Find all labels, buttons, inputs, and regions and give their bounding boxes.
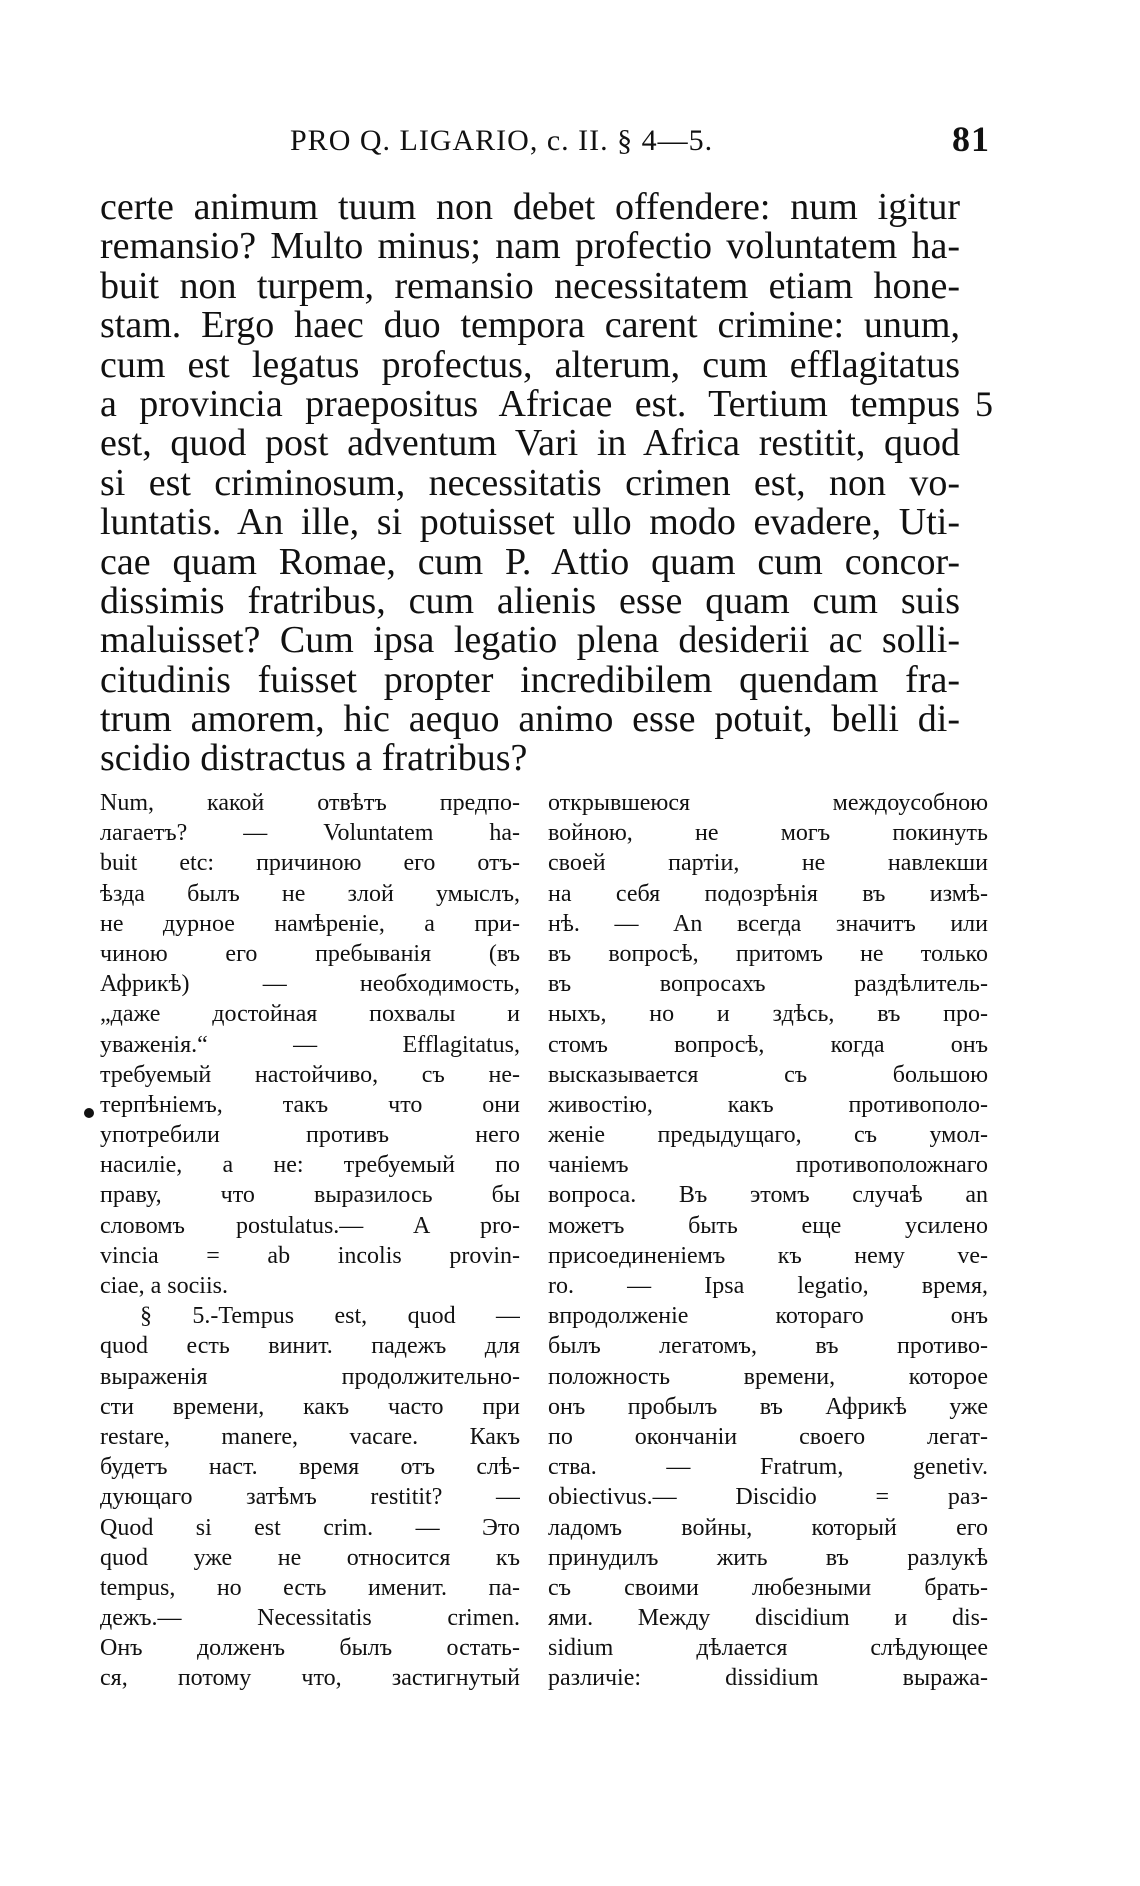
note-line: лагаетъ? — Voluntatem ha- xyxy=(100,820,520,847)
note-line: будетъ наст. время отъ слѣ- xyxy=(100,1454,520,1481)
note-line: § 5.-Tempus est, quod — xyxy=(140,1303,520,1330)
note-line: войною, не могъ покинуть xyxy=(548,820,988,847)
note-line: уваженія.“ — Efflagitatus, xyxy=(100,1031,520,1058)
note-line: не дурное намѣреніе, а при- xyxy=(100,910,520,937)
note-line: нѣ. — An всегда значитъ или xyxy=(548,910,988,937)
note-line: присоединеніемъ къ нему ve- xyxy=(548,1242,988,1269)
note-line: Num, какой отвѣтъ предпо- xyxy=(100,790,520,816)
note-line: принудилъ жить въ разлукѣ xyxy=(548,1544,988,1571)
note-line: терпѣніемъ, такъ что они xyxy=(100,1091,520,1118)
note-line: впродолженіе котораго онъ xyxy=(548,1303,988,1330)
main-text-line: buit non turpem, remansio necessitatem etiam hone- xyxy=(100,266,960,307)
note-line: употребили противъ него xyxy=(100,1122,520,1149)
note-line: Онъ долженъ былъ остать- xyxy=(100,1635,520,1662)
note-line: на себя подозрѣнія въ измѣ- xyxy=(548,880,988,907)
main-text-line: luntatis. An ille, si potuisset ullo modo evadere, Uti- xyxy=(100,503,960,543)
note-line: съ своими любезными брать- xyxy=(548,1574,988,1601)
note-line: словомъ postulatus.— A pro- xyxy=(100,1212,520,1239)
main-text-line: cae quam Romae, cum P. Attio quam cum concor- xyxy=(100,542,960,582)
page-number: 81 xyxy=(952,119,990,159)
note-line: праву, что выразилось бы xyxy=(100,1182,520,1209)
main-text-line: si est criminosum, necessitatis crimen est, non vo- xyxy=(100,463,960,504)
note-line: sidium дѣлается слѣдующее xyxy=(548,1635,988,1662)
note-line: buit etc: причиною его отъ- xyxy=(100,850,520,877)
note-line: vincia = ab incolis provin- xyxy=(100,1242,520,1269)
note-line: чиною его пребыванія (въ xyxy=(100,940,520,967)
main-text-line: trum amorem, hic aequo animo esse potuit, belli di- xyxy=(100,700,960,740)
bullet-mark xyxy=(84,1108,94,1118)
note-line: ства. — Fratrum, genetiv. xyxy=(548,1454,988,1481)
note-line: ro. — Ipsa legatio, время, xyxy=(548,1273,988,1299)
note-line: quod уже не относится къ xyxy=(100,1544,520,1571)
note-line: quod есть винит. падежъ для xyxy=(100,1333,520,1360)
note-line: различіе: dissidium выража- xyxy=(548,1665,988,1692)
main-text-line: remansio? Multo minus; nam profectio voluntatem ha- xyxy=(100,227,960,267)
note-line: ладомъ войны, который его xyxy=(548,1514,988,1541)
note-line: высказывается съ большою xyxy=(548,1061,988,1088)
main-text-line: certe animum tuum non debet offendere: num igitur xyxy=(100,188,960,228)
note-line: въ вопросѣ, притомъ не только xyxy=(548,940,988,967)
note-line: по окончаніи своего легат- xyxy=(548,1423,988,1450)
note-line: дежъ.— Necessitatis crimen. xyxy=(100,1605,520,1632)
note-line: Африкѣ) — необходимость, xyxy=(100,971,520,998)
page-header xyxy=(290,118,990,162)
note-line: женіе предыдущаго, съ умол- xyxy=(548,1122,988,1149)
margin-line-number: 5 xyxy=(975,384,993,424)
note-line: можетъ быть еще усилено xyxy=(548,1212,988,1239)
note-line: ciae, a sociis. xyxy=(100,1273,228,1299)
main-text-line: citudinis fuisset propter incredibilem quendam fra- xyxy=(100,660,960,701)
note-line: чаніемъ противоположнаго xyxy=(548,1152,988,1179)
note-line: требуемый настойчиво, съ не- xyxy=(100,1061,520,1088)
main-text-line: stam. Ergo haec duo tempora carent crimine: unum, xyxy=(100,306,960,346)
note-line: вопроса. Въ этомъ случаѣ an xyxy=(548,1182,988,1209)
note-line: стомъ вопросѣ, когда онъ xyxy=(548,1031,988,1058)
note-line: насиліе, а не: требуемый по xyxy=(100,1152,520,1179)
main-text-line: scidio distractus a fratribus? xyxy=(100,737,528,780)
note-line: своей партіи, не навлекши xyxy=(548,850,988,877)
note-line: ныхъ, но и здѣсь, въ про- xyxy=(548,1001,988,1028)
note-line: выраженія продолжительно- xyxy=(100,1363,520,1390)
note-line: открывшеюся междоусобною xyxy=(548,790,988,816)
note-line: былъ легатомъ, въ противо- xyxy=(548,1333,988,1360)
note-line: живостію, какъ противополо- xyxy=(548,1091,988,1118)
notes-left-column xyxy=(100,788,520,1694)
note-line: „даже достойная похвалы и xyxy=(100,1001,520,1028)
main-text-line: dissimis fratribus, cum alienis esse quam cum suis xyxy=(100,581,960,622)
main-text-line: maluisset? Cum ipsa legatio plena desiderii ac solli- xyxy=(100,621,960,661)
note-line: restare, manere, vacare. Какъ xyxy=(100,1423,520,1450)
note-line: tempus, но есть именит. па- xyxy=(100,1574,520,1601)
notes-right-column xyxy=(548,788,988,1694)
note-line: онъ пробылъ въ Африкѣ уже xyxy=(548,1393,988,1420)
note-line: obiectivus.— Discidio = раз- xyxy=(548,1484,988,1511)
running-title: PRO Q. LIGARIO, c. II. § 4—5. xyxy=(290,124,714,157)
note-line: дующаго затѣмъ restitit? — xyxy=(100,1484,520,1511)
note-line: ѣзда былъ не злой умыслъ, xyxy=(100,880,520,907)
note-line: положность времени, которое xyxy=(548,1363,988,1390)
main-text-line: cum est legatus profectus, alterum, cum efflagitatus xyxy=(100,345,960,385)
note-line: въ вопросахъ раздѣлитель- xyxy=(548,971,988,998)
main-text-line: est, quod post adventum Vari in Africa restitit, quod xyxy=(100,424,960,464)
main-text-line: a provincia praepositus Africae est. Tertium tempus xyxy=(100,384,960,425)
latin-main-text xyxy=(100,188,960,779)
note-line: сти времени, какъ часто при xyxy=(100,1393,520,1420)
note-line: ся, потому что, застигнутый xyxy=(100,1665,520,1692)
note-line: Quod si est crim. — Это xyxy=(100,1514,520,1541)
note-line: ями. Между discidium и dis- xyxy=(548,1605,988,1632)
